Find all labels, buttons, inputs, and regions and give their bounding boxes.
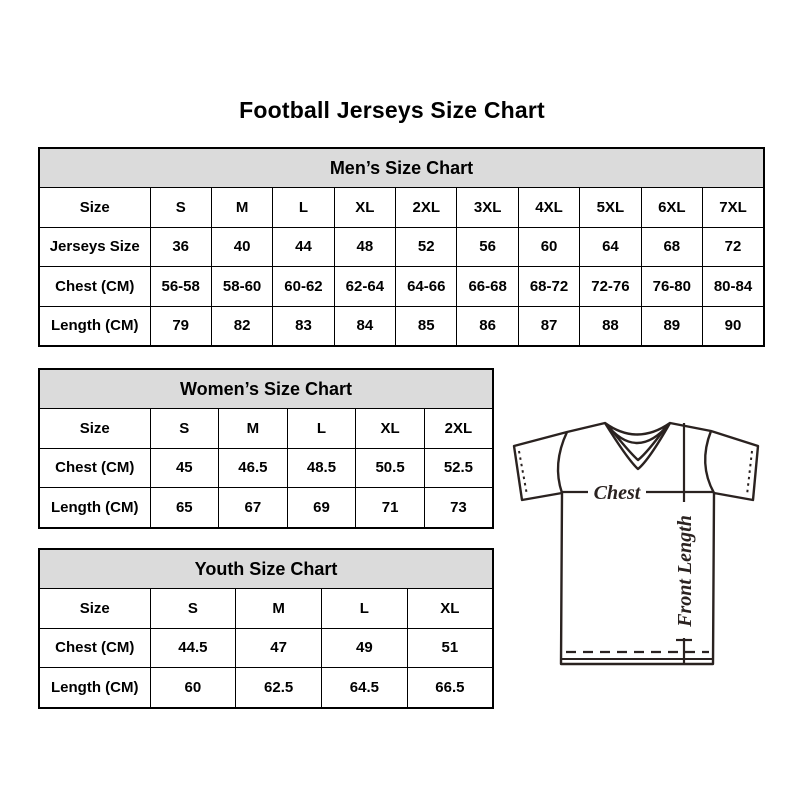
table-cell: 84 [334,306,395,346]
table-cell: 48.5 [287,448,356,488]
table-row [39,589,493,629]
table-cell: 68-72 [518,267,579,307]
table-cell: 69 [287,488,356,528]
table-cell: 64.5 [322,668,408,708]
table-cell: M [219,409,288,449]
table-cell: 56-58 [150,267,211,307]
table-row [39,267,764,307]
table-cell: 47 [236,628,322,668]
row-label: Length (CM) [39,488,150,528]
table-cell: 48 [334,227,395,267]
table-row [39,306,764,346]
table-cell: 5XL [580,188,641,228]
table-cell: 40 [211,227,272,267]
table-cell: XL [356,409,425,449]
table-cell: 87 [518,306,579,346]
table-row [39,628,493,668]
table-cell: 58-60 [211,267,272,307]
table-cell: XL [334,188,395,228]
table-cell: 51 [407,628,493,668]
table-cell: XL [407,589,493,629]
table-header: Youth Size Chart [39,549,493,589]
table-cell: 60-62 [273,267,334,307]
row-label: Chest (CM) [39,448,150,488]
table-row [39,227,764,267]
table-cell: 52 [396,227,457,267]
table-cell: 60 [150,668,236,708]
table-cell: 45 [150,448,219,488]
row-label: Chest (CM) [39,267,150,307]
table-cell: 2XL [396,188,457,228]
row-label: Jerseys Size [39,227,150,267]
table-row [39,188,764,228]
table-cell: 67 [219,488,288,528]
table-cell: 49 [322,628,408,668]
table-cell: M [211,188,272,228]
youth-size-table [38,548,494,709]
table-cell: 72-76 [580,267,641,307]
table-cell: 89 [641,306,702,346]
table-cell: 86 [457,306,518,346]
table-cell: 4XL [518,188,579,228]
table-cell: 66-68 [457,267,518,307]
womens-size-table [38,368,494,529]
table-cell: 64-66 [396,267,457,307]
table-cell: 68 [641,227,702,267]
table-cell: 72 [703,227,764,267]
table-row [39,668,493,708]
table-cell: 2XL [424,409,493,449]
mens-size-table [38,147,765,347]
row-label: Length (CM) [39,668,150,708]
table-cell: 65 [150,488,219,528]
table-cell: 46.5 [219,448,288,488]
table-cell: S [150,409,219,449]
table-cell: 64 [580,227,641,267]
table-header: Women’s Size Chart [39,369,493,409]
table-cell: 7XL [703,188,764,228]
table-cell: 80-84 [703,267,764,307]
table-row [39,488,493,528]
table-cell: 76-80 [641,267,702,307]
table-cell: 36 [150,227,211,267]
table-cell: 83 [273,306,334,346]
row-label: Length (CM) [39,306,150,346]
table-header: Men’s Size Chart [39,148,764,188]
table-cell: 6XL [641,188,702,228]
table-cell: L [273,188,334,228]
table-cell: 79 [150,306,211,346]
table-cell: 62-64 [334,267,395,307]
table-cell: 52.5 [424,448,493,488]
table-row [39,448,493,488]
table-cell: 82 [211,306,272,346]
row-label: Chest (CM) [39,628,150,668]
table-cell: 44.5 [150,628,236,668]
table-row [39,409,493,449]
table-cell: 56 [457,227,518,267]
front-length-label: Front Length [674,515,696,627]
table-cell: L [287,409,356,449]
chest-label: Chest [593,482,641,504]
table-cell: 85 [396,306,457,346]
table-cell: L [322,589,408,629]
table-cell: 60 [518,227,579,267]
table-cell: 44 [273,227,334,267]
table-cell: 71 [356,488,425,528]
table-cell: S [150,188,211,228]
row-label: Size [39,409,150,449]
table-cell: M [236,589,322,629]
row-label: Size [39,188,150,228]
table-cell: 90 [703,306,764,346]
table-cell: 73 [424,488,493,528]
table-cell: 3XL [457,188,518,228]
table-cell: 66.5 [407,668,493,708]
table-cell: 88 [580,306,641,346]
jersey-measurement-diagram [498,403,773,678]
table-cell: S [150,589,236,629]
row-label: Size [39,589,150,629]
table-cell: 50.5 [356,448,425,488]
jersey-diagram-icon [498,403,773,678]
page-title: Football Jerseys Size Chart [239,97,545,123]
table-cell: 62.5 [236,668,322,708]
